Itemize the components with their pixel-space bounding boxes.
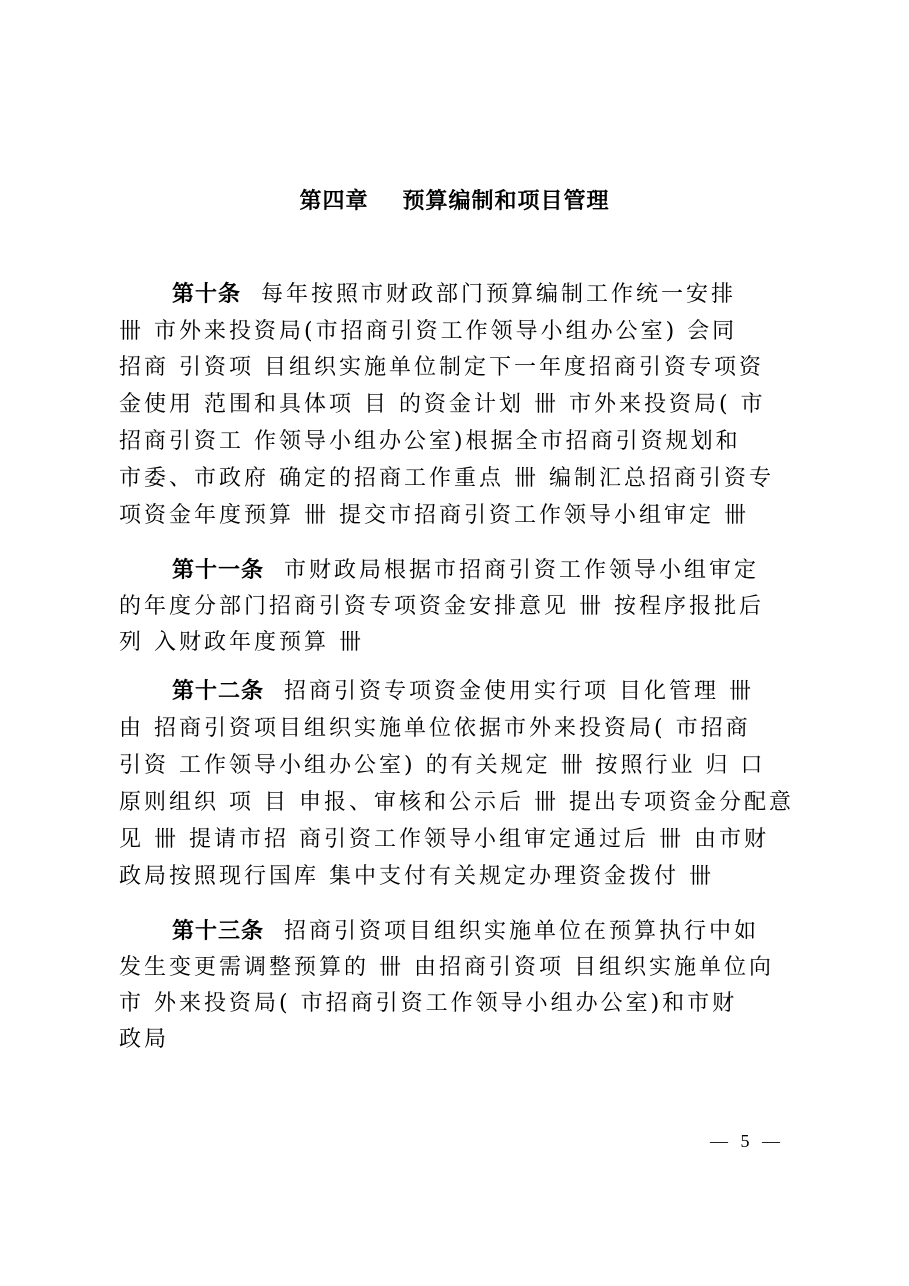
article-13-line-3: 市 外来投资局( 市招商引资工作领导小组办公室)和市财: [119, 991, 738, 1016]
article-12-line-6: 政局按照现行国库 集中支付有关规定办理资金拨付 卌: [119, 864, 714, 889]
article-heading: 第十三条: [172, 919, 265, 944]
article-12-line-2: 由 招商引资项目组织实施单位依据市外来投资局( 市招商: [119, 716, 751, 741]
article-11-line-3: 列 入财政年度预算 卌: [119, 630, 364, 655]
article-10-line-3: 招商 引资项 目组织实施单位制定下一年度招商引资专项资: [119, 355, 764, 380]
article-11-line-1: 第十一条 市财政局根据市招商引资工作领导小组审定: [172, 558, 760, 583]
article-10-line-6: 市委、市政府 确定的招商工作重点 卌 编制汇总招商引资专: [119, 466, 774, 491]
article-12-line-5: 见 卌 提请市招 商引资工作领导小组审定通过后 卌 由市财: [119, 827, 769, 852]
article-10-line-1: 第十条 每年按照市财政部门预算编制工作统一安排: [172, 282, 737, 307]
article-heading: 第十一条: [172, 558, 265, 583]
page-number: — 5 —: [710, 1131, 780, 1151]
chapter-heading: 预算编制和项目管理: [402, 189, 610, 214]
chapter-number: 第四章: [299, 189, 369, 214]
article-10-line-2: 卌 市外来投资局(市招商引资工作领导小组办公室) 会同: [119, 319, 738, 344]
article-10-line-5: 招商引资工 作领导小组办公室)根据全市招商引资规划和: [119, 429, 741, 454]
article-13-line-4: 政局: [119, 1027, 170, 1052]
article-12-line-1: 第十二条 招商引资专项资金使用实行项 目化管理 卌: [172, 679, 755, 704]
article-heading: 第十条: [172, 282, 242, 307]
article-11-line-2: 的年度分部门招商引资专项资金安排意见 卌 按程序报批后: [119, 594, 764, 619]
article-10-line-7: 项资金年度预算 卌 提交市招商引资工作领导小组审定 卌: [119, 503, 749, 528]
article-12-line-3: 引资 工作领导小组办公室) 的有关规定 卌 按照行业 归 口: [119, 753, 766, 778]
article-10-line-4: 金使用 范围和具体项 目 的资金计划 卌 市外来投资局( 市: [119, 392, 766, 417]
chapter-title: [0, 186, 909, 218]
article-13-line-1: 第十三条 招商引资项目组织实施单位在预算执行中如: [172, 919, 760, 944]
article-13-line-2: 发生变更需调整预算的 卌 由招商引资项 目组织实施单位向: [119, 955, 774, 980]
article-heading: 第十二条: [172, 679, 265, 704]
article-12-line-4: 原则组织 项 目 申报、审核和公示后 卌 提出专项资金分配意: [119, 790, 794, 815]
